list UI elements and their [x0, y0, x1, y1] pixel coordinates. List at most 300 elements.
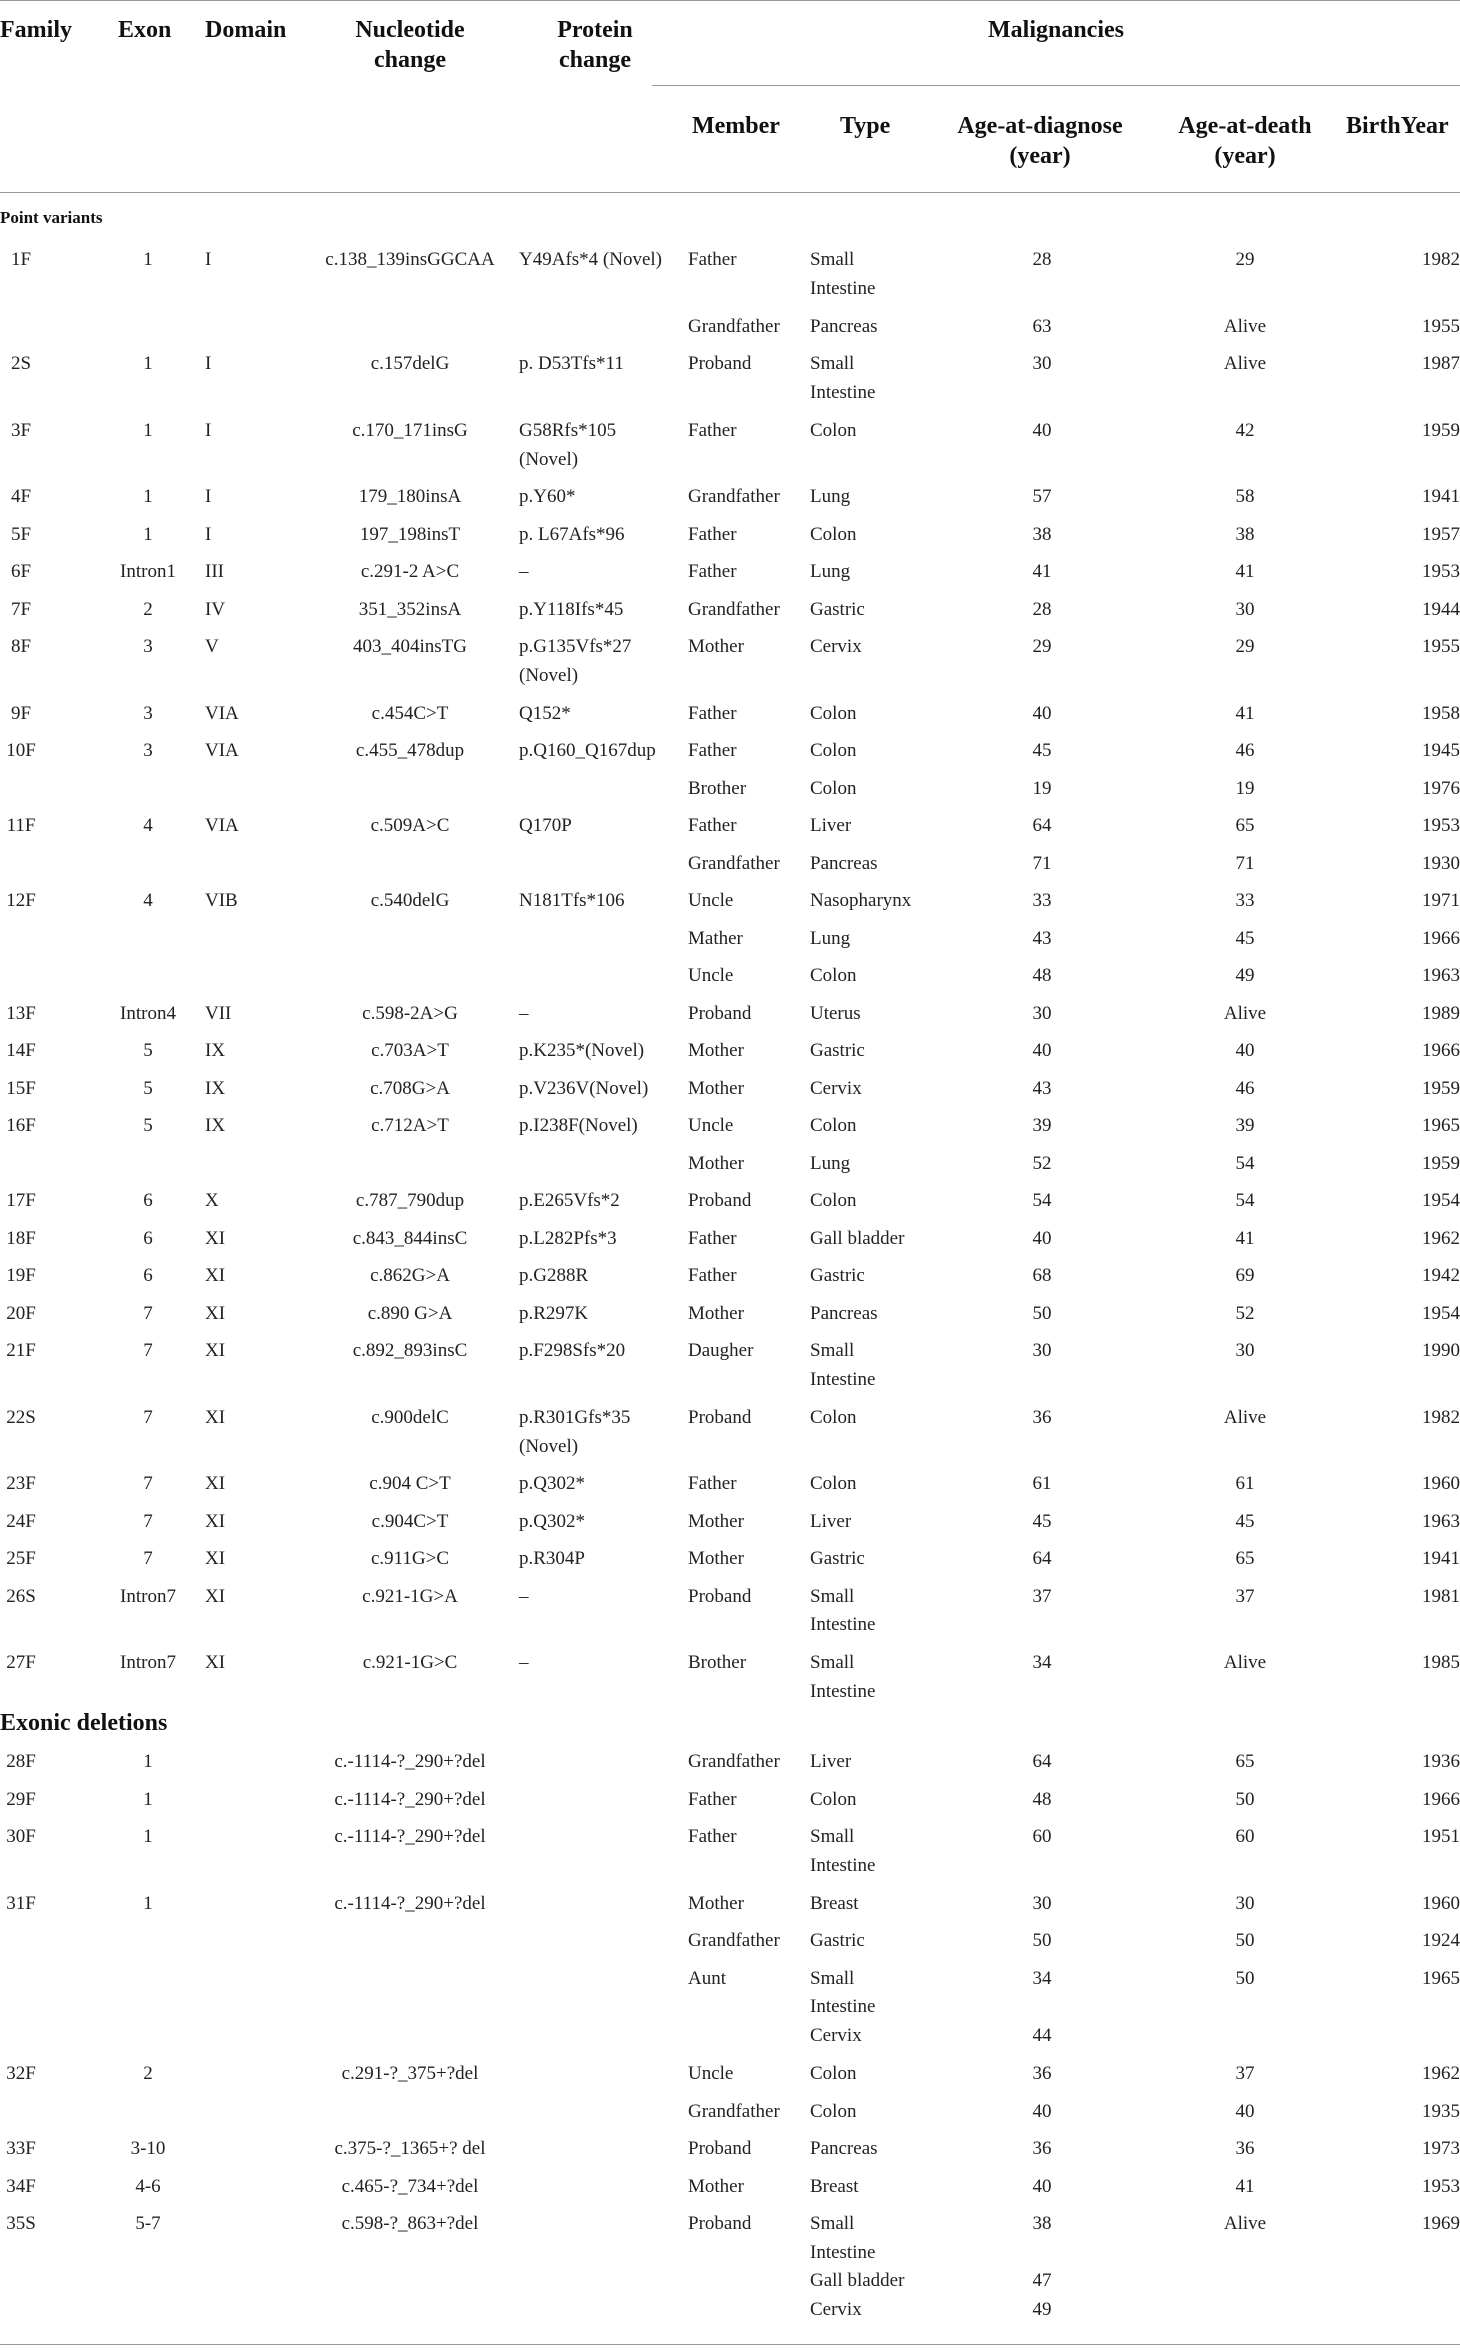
age-diagnose-cell: 37 [1032, 1585, 1052, 1607]
age-death-cell: 37 [1235, 2063, 1255, 2084]
member-cell: Proband [688, 1406, 752, 1428]
nucleotide-cell: c.900delC [371, 1406, 449, 1428]
member-cell: Mother [688, 1152, 744, 1174]
protein-cell: p. D53Tfs*11 [519, 353, 624, 374]
protein-cell: p.F298Sfs*20 [519, 1340, 626, 1361]
age-death-cell: 69 [1235, 1265, 1255, 1286]
birth-year-cell: 1930 [1422, 852, 1460, 874]
type-cell: Intestine [810, 1996, 876, 2017]
header-malignancies: Malignancies [988, 17, 1124, 43]
family-cell: 9F [10, 702, 32, 724]
nucleotide-cell: c.-1114-?_290+?del [334, 1892, 486, 1914]
domain-cell: I [205, 486, 212, 507]
type-cell: Intestine [810, 2241, 876, 2263]
nucleotide-cell: c.862G>A [370, 1265, 450, 1286]
age-diagnose-cell: 47 [1032, 2270, 1052, 2291]
family-cell: 11F [6, 815, 36, 836]
nucleotide-cell: c.540delG [370, 890, 450, 911]
type-cell: Small [810, 1826, 855, 1847]
birth-year-cell: 1957 [1422, 523, 1460, 545]
protein-cell: p.Q302* [519, 1510, 585, 1532]
type-cell: Gall bladder [810, 2270, 905, 2291]
type-cell: Gastric [810, 1548, 865, 1569]
birth-year-cell: 1953 [1422, 2175, 1460, 2197]
domain-cell: XI [205, 1510, 226, 1532]
exon-cell: 1 [143, 249, 153, 270]
member-cell: Father [688, 702, 737, 724]
birth-year-cell: 1989 [1422, 1002, 1460, 1024]
age-diagnose-cell: 28 [1032, 598, 1052, 620]
age-death-cell: 58 [1235, 486, 1255, 507]
family-cell: 14F [6, 1040, 36, 1061]
nucleotide-cell: c.843_844insC [352, 1227, 468, 1249]
age-diagnose-cell: 40 [1032, 1227, 1052, 1249]
age-death-cell: Alive [1223, 1652, 1267, 1673]
age-death-cell: 33 [1235, 890, 1255, 911]
nucleotide-cell: c.904C>T [371, 1510, 449, 1532]
member-cell: Grandfather [688, 486, 780, 507]
header-age-at-death [1160, 111, 1330, 171]
nucleotide-cell: c.-1114-?_290+?del [334, 1788, 486, 1810]
age-death-cell: Alive [1223, 1002, 1267, 1024]
type-cell: Cervix [810, 2298, 862, 2320]
birth-year-cell: 1982 [1422, 249, 1460, 270]
age-death-cell: Alive [1223, 1406, 1267, 1428]
nucleotide-cell: c.291-2 A>C [360, 561, 460, 582]
age-death-cell: 29 [1235, 636, 1255, 657]
age-death-cell: 41 [1235, 1227, 1255, 1249]
type-cell: Lung [810, 1152, 851, 1174]
nucleotide-cell: c.-1114-?_290+?del [334, 1751, 486, 1772]
nucleotide-cell: c.455_478dup [355, 740, 465, 761]
protein-cell: p.Q302* [519, 1473, 585, 1494]
family-cell: 7F [10, 598, 32, 620]
age-diagnose-cell: 30 [1032, 1892, 1052, 1914]
age-death-cell: 46 [1235, 740, 1255, 761]
nucleotide-cell: c.921-1G>C [362, 1652, 458, 1673]
family-cell: 12F [6, 890, 36, 911]
family-cell: 25F [6, 1548, 36, 1569]
type-cell: Gastric [810, 1040, 865, 1061]
member-cell: Aunt [688, 1967, 726, 1989]
member-cell: Mother [688, 1040, 744, 1061]
type-cell: Pancreas [810, 315, 878, 337]
type-cell: Colon [810, 702, 857, 724]
birth-year-cell: 1953 [1422, 815, 1460, 836]
section-title: Point variants [0, 208, 103, 227]
birth-year-cell: 1960 [1422, 1892, 1460, 1914]
member-cell: Proband [688, 353, 752, 374]
domain-cell: XI [205, 1340, 226, 1361]
member-cell: Father [688, 1826, 737, 1847]
birth-year-cell: 1966 [1422, 1040, 1460, 1061]
member-cell: Mother [688, 1302, 744, 1324]
exon-cell: 4 [143, 890, 153, 911]
age-diagnose-cell: 43 [1032, 1077, 1052, 1099]
member-cell: Father [688, 815, 737, 836]
nucleotide-cell: c.375-?_1365+? del [334, 2138, 486, 2159]
birth-year-cell: 1954 [1422, 1190, 1460, 1211]
family-cell: 28F [6, 1751, 36, 1772]
protein-cell: p.G288R [519, 1265, 589, 1286]
age-diagnose-cell: 39 [1032, 1115, 1052, 1136]
age-diagnose-cell: 44 [1032, 2024, 1052, 2046]
age-death-cell: 19 [1235, 777, 1255, 799]
age-diagnose-cell: 38 [1032, 2213, 1052, 2234]
nucleotide-cell: c.170_171insG [352, 419, 468, 441]
exon-cell: 2 [143, 2063, 153, 2084]
birth-year-cell: 1966 [1422, 927, 1460, 949]
birth-year-cell: 1987 [1422, 353, 1460, 374]
protein-cell: – [519, 1002, 529, 1024]
age-diagnose-cell: 28 [1032, 249, 1052, 270]
domain-cell: I [205, 353, 212, 374]
exon-cell: 7 [143, 1302, 153, 1324]
protein-cell: p.K235*(Novel) [519, 1040, 645, 1061]
exon-cell: 7 [143, 1510, 153, 1532]
age-diagnose-cell: 64 [1032, 1548, 1052, 1569]
age-death-cell: 29 [1235, 249, 1255, 270]
birth-year-cell: 1945 [1422, 740, 1460, 761]
age-diagnose-cell: 64 [1032, 815, 1052, 836]
header-nucleotide-change [340, 15, 480, 75]
age-diagnose-cell: 50 [1032, 1930, 1052, 1951]
member-cell: Mother [688, 636, 744, 657]
header-type: Type [840, 113, 891, 139]
birth-year-cell: 1960 [1422, 1473, 1460, 1494]
type-cell: Intestine [810, 381, 876, 403]
domain-cell: I [205, 419, 212, 441]
exon-cell: 1 [143, 1826, 153, 1847]
member-cell: Father [688, 1265, 737, 1286]
age-death-cell: 41 [1235, 702, 1255, 724]
member-cell: Proband [688, 1002, 752, 1024]
type-cell: Colon [810, 740, 857, 761]
age-diagnose-cell: 40 [1032, 1040, 1052, 1061]
header-protein-line1: Protein [557, 17, 633, 43]
domain-cell: XI [205, 1265, 226, 1286]
age-death-cell: 30 [1235, 1892, 1255, 1914]
exon-cell: 5-7 [135, 2213, 161, 2234]
birth-year-cell: 1955 [1422, 315, 1460, 337]
exon-cell: 7 [143, 1473, 153, 1494]
family-cell: 32F [6, 2063, 36, 2084]
header-bottom-rule [0, 192, 1460, 193]
age-diagnose-cell: 60 [1032, 1826, 1052, 1847]
member-cell: Proband [688, 1190, 752, 1211]
type-cell: Pancreas [810, 1302, 878, 1324]
member-cell: Father [688, 561, 737, 582]
member-cell: Father [688, 740, 737, 761]
exon-cell: Intron7 [120, 1585, 176, 1607]
domain-cell: VIA [205, 815, 239, 836]
type-cell: Cervix [810, 636, 862, 657]
domain-cell: IX [205, 1077, 226, 1099]
birth-year-cell: 1966 [1422, 1788, 1460, 1810]
birth-year-cell: 1941 [1422, 1548, 1460, 1569]
member-cell: Grandfather [688, 852, 780, 874]
member-cell: Proband [688, 2213, 752, 2234]
family-cell: 24F [6, 1510, 36, 1532]
nucleotide-cell: c.291-?_375+?del [341, 2063, 479, 2084]
type-cell: Intestine [810, 1368, 876, 1390]
member-cell: Grandfather [688, 2100, 780, 2122]
header-family: Family [0, 17, 72, 43]
family-cell: 31F [6, 1892, 36, 1914]
type-cell: Lung [810, 486, 851, 507]
exon-cell: 1 [143, 353, 153, 374]
age-death-cell: 40 [1235, 1040, 1255, 1061]
age-death-cell: 30 [1235, 1340, 1255, 1361]
birth-year-cell: 1962 [1422, 2063, 1460, 2084]
header-domain: Domain [205, 17, 287, 43]
birth-year-cell: 1959 [1422, 1077, 1460, 1099]
domain-cell: IV [205, 598, 226, 620]
exon-cell: 4 [143, 815, 153, 836]
exon-cell: 1 [143, 1751, 153, 1772]
nucleotide-cell: c.-1114-?_290+?del [334, 1826, 486, 1847]
exon-cell: Intron1 [120, 561, 176, 582]
member-cell: Grandfather [688, 1751, 780, 1772]
family-cell: 18F [6, 1227, 36, 1249]
exon-cell: 6 [143, 1190, 153, 1211]
table-top-rule [0, 0, 1460, 1]
domain-cell: III [205, 561, 224, 582]
age-death-cell: 45 [1235, 927, 1255, 949]
age-diagnose-cell: 68 [1032, 1265, 1052, 1286]
birth-year-cell: 1985 [1422, 1652, 1460, 1673]
birth-year-cell: 1941 [1422, 486, 1460, 507]
age-death-cell: 39 [1235, 1115, 1255, 1136]
member-cell: Father [688, 1227, 737, 1249]
type-cell: Small [810, 1585, 855, 1607]
exon-cell: 5 [143, 1040, 153, 1061]
nucleotide-cell: c.787_790dup [355, 1190, 465, 1211]
birth-year-cell: 1962 [1422, 1227, 1460, 1249]
header-age-diag-line2: (year) [1009, 143, 1071, 169]
member-cell: Mother [688, 2175, 744, 2197]
age-death-cell: 54 [1235, 1152, 1255, 1174]
member-cell: Brother [688, 777, 747, 799]
age-death-cell: 50 [1235, 1930, 1255, 1951]
protein-cell: p.Y118Ifs*45 [519, 598, 624, 620]
age-death-cell: 45 [1235, 1510, 1255, 1532]
protein-cell: Q152* [519, 702, 571, 724]
age-death-cell: 50 [1235, 1788, 1255, 1810]
family-cell: 23F [6, 1473, 36, 1494]
birth-year-cell: 1963 [1422, 965, 1460, 986]
member-cell: Mother [688, 1510, 744, 1532]
type-cell: Colon [810, 1115, 857, 1136]
birth-year-cell: 1951 [1422, 1826, 1460, 1847]
age-death-cell: 41 [1235, 2175, 1255, 2197]
nucleotide-cell: c.454C>T [371, 702, 449, 724]
birth-year-cell: 1958 [1422, 702, 1460, 724]
age-death-cell: 40 [1235, 2100, 1255, 2122]
nucleotide-cell: c.890 G>A [367, 1302, 453, 1324]
protein-cell: (Novel) [519, 448, 579, 470]
age-death-cell: 36 [1235, 2138, 1255, 2159]
type-cell: Pancreas [810, 852, 878, 874]
nucleotide-cell: c.892_893insC [352, 1340, 468, 1361]
section-title: Exonic deletions [0, 1710, 168, 1736]
age-diagnose-cell: 43 [1032, 927, 1052, 949]
nucleotide-cell: c.708G>A [370, 1077, 450, 1099]
protein-cell: p.L282Pfs*3 [519, 1227, 617, 1249]
member-cell: Father [688, 523, 737, 545]
family-cell: 5F [10, 523, 32, 545]
nucleotide-cell: c.465-?_734+?del [341, 2175, 479, 2197]
family-cell: 35S [6, 2213, 36, 2234]
exon-cell: 7 [143, 1406, 153, 1428]
member-cell: Uncle [688, 890, 734, 911]
domain-cell: I [205, 523, 212, 545]
birth-year-cell: 1944 [1422, 598, 1460, 620]
type-cell: Gastric [810, 1265, 865, 1286]
header-age-at-diagnose [940, 111, 1140, 171]
age-diagnose-cell: 30 [1032, 1002, 1052, 1024]
birth-year-cell: 1959 [1422, 1152, 1460, 1174]
protein-cell: (Novel) [519, 1435, 579, 1457]
age-diagnose-cell: 57 [1032, 486, 1052, 507]
protein-cell: p. L67Afs*96 [519, 523, 625, 545]
type-cell: Breast [810, 1892, 859, 1914]
age-death-cell: 38 [1235, 523, 1255, 545]
member-cell: Brother [688, 1652, 747, 1673]
type-cell: Colon [810, 523, 857, 545]
family-cell: 29F [6, 1788, 36, 1810]
type-cell: Small [810, 1652, 855, 1673]
domain-cell: VII [205, 1002, 232, 1024]
family-cell: 26S [6, 1585, 36, 1607]
age-diagnose-cell: 29 [1032, 636, 1052, 657]
age-death-cell: 49 [1235, 965, 1255, 986]
member-cell: Father [688, 1788, 737, 1810]
type-cell: Lung [810, 927, 851, 949]
type-cell: Breast [810, 2175, 859, 2197]
age-diagnose-cell: 48 [1032, 965, 1052, 986]
age-death-cell: Alive [1223, 353, 1267, 374]
type-cell: Colon [810, 777, 857, 799]
header-birth-year: BirthYear [1346, 113, 1449, 139]
header-age-diag-line1: Age-at-diagnose [957, 113, 1123, 139]
nucleotide-cell: c.157delG [370, 353, 450, 374]
age-diagnose-cell: 48 [1032, 1788, 1052, 1810]
age-diagnose-cell: 63 [1032, 315, 1052, 337]
birth-year-cell: 1981 [1422, 1585, 1460, 1607]
member-cell: Proband [688, 1585, 752, 1607]
header-nucleotide-line2: change [374, 47, 446, 73]
protein-cell: N181Tfs*106 [519, 890, 625, 911]
family-cell: 4F [10, 486, 32, 507]
member-cell: Proband [688, 2138, 752, 2159]
age-diagnose-cell: 30 [1032, 1340, 1052, 1361]
birth-year-cell: 1955 [1422, 636, 1460, 657]
protein-cell: p.V236V(Novel) [519, 1077, 649, 1099]
type-cell: Liver [810, 1510, 852, 1532]
age-diagnose-cell: 38 [1032, 523, 1052, 545]
type-cell: Intestine [810, 1854, 876, 1876]
nucleotide-cell: c.904 C>T [369, 1473, 451, 1494]
birth-year-cell: 1954 [1422, 1302, 1460, 1324]
domain-cell: IX [205, 1040, 226, 1061]
exon-cell: 7 [143, 1340, 153, 1361]
exon-cell: 3 [143, 740, 153, 761]
age-diagnose-cell: 64 [1032, 1751, 1052, 1772]
exon-cell: 1 [143, 1892, 153, 1914]
age-diagnose-cell: 34 [1032, 1652, 1052, 1673]
family-cell: 6F [10, 561, 32, 582]
domain-cell: XI [205, 1302, 226, 1324]
nucleotide-cell: 179_180insA [358, 486, 462, 507]
exon-cell: 6 [143, 1265, 153, 1286]
header-nucleotide-line1: Nucleotide [355, 17, 465, 43]
header-age-death-line2: (year) [1214, 143, 1276, 169]
protein-cell: p.G135Vfs*27 [519, 636, 632, 657]
type-cell: Colon [810, 965, 857, 986]
age-diagnose-cell: 36 [1032, 1406, 1052, 1428]
header-age-death-line1: Age-at-death [1178, 113, 1312, 139]
protein-cell: p.R304P [519, 1548, 585, 1569]
nucleotide-cell: c.703A>T [371, 1040, 449, 1061]
type-cell: Colon [810, 2100, 857, 2122]
type-cell: Liver [810, 1751, 852, 1772]
age-death-cell: 46 [1235, 1077, 1255, 1099]
nucleotide-cell: c.598-2A>G [362, 1002, 458, 1024]
member-cell: Father [688, 419, 737, 441]
age-diagnose-cell: 50 [1032, 1302, 1052, 1324]
nucleotide-cell: 197_198insT [359, 523, 461, 545]
exon-cell: Intron4 [120, 1002, 176, 1024]
family-cell: 15F [6, 1077, 36, 1099]
domain-cell: V [205, 636, 219, 657]
type-cell: Gastric [810, 1930, 865, 1951]
age-diagnose-cell: 61 [1032, 1473, 1052, 1494]
member-cell: Father [688, 1473, 737, 1494]
type-cell: Colon [810, 419, 857, 441]
family-cell: 1F [10, 249, 32, 270]
age-death-cell: 65 [1235, 1548, 1255, 1569]
type-cell: Small [810, 2213, 855, 2234]
age-diagnose-cell: 40 [1032, 2175, 1052, 2197]
age-diagnose-cell: 33 [1032, 890, 1052, 911]
header-protein-line2: change [559, 47, 631, 73]
age-diagnose-cell: 41 [1032, 561, 1052, 582]
type-cell: Intestine [810, 277, 876, 299]
family-cell: 30F [6, 1826, 36, 1847]
protein-cell: Q170P [519, 815, 572, 836]
member-cell: Grandfather [688, 1930, 780, 1951]
domain-cell: VIA [205, 740, 239, 761]
exon-cell: 3 [143, 702, 153, 724]
age-death-cell: Alive [1223, 2213, 1267, 2234]
nucleotide-cell: c.509A>C [370, 815, 450, 836]
age-diagnose-cell: 45 [1032, 1510, 1052, 1532]
member-cell: Grandfather [688, 598, 780, 620]
type-cell: Uterus [810, 1002, 861, 1024]
birth-year-cell: 1971 [1422, 890, 1460, 911]
birth-year-cell: 1963 [1422, 1510, 1460, 1532]
birth-year-cell: 1965 [1422, 1115, 1460, 1136]
nucleotide-cell: c.598-?_863+?del [341, 2213, 479, 2234]
exon-cell: 1 [143, 419, 153, 441]
nucleotide-cell: c.138_139insGGCAA [325, 249, 495, 270]
exon-cell: 4-6 [135, 2175, 161, 2197]
exon-cell: 7 [143, 1548, 153, 1569]
nucleotide-cell: c.911G>C [370, 1548, 450, 1569]
family-cell: 10F [6, 740, 36, 761]
type-cell: Liver [810, 815, 852, 836]
